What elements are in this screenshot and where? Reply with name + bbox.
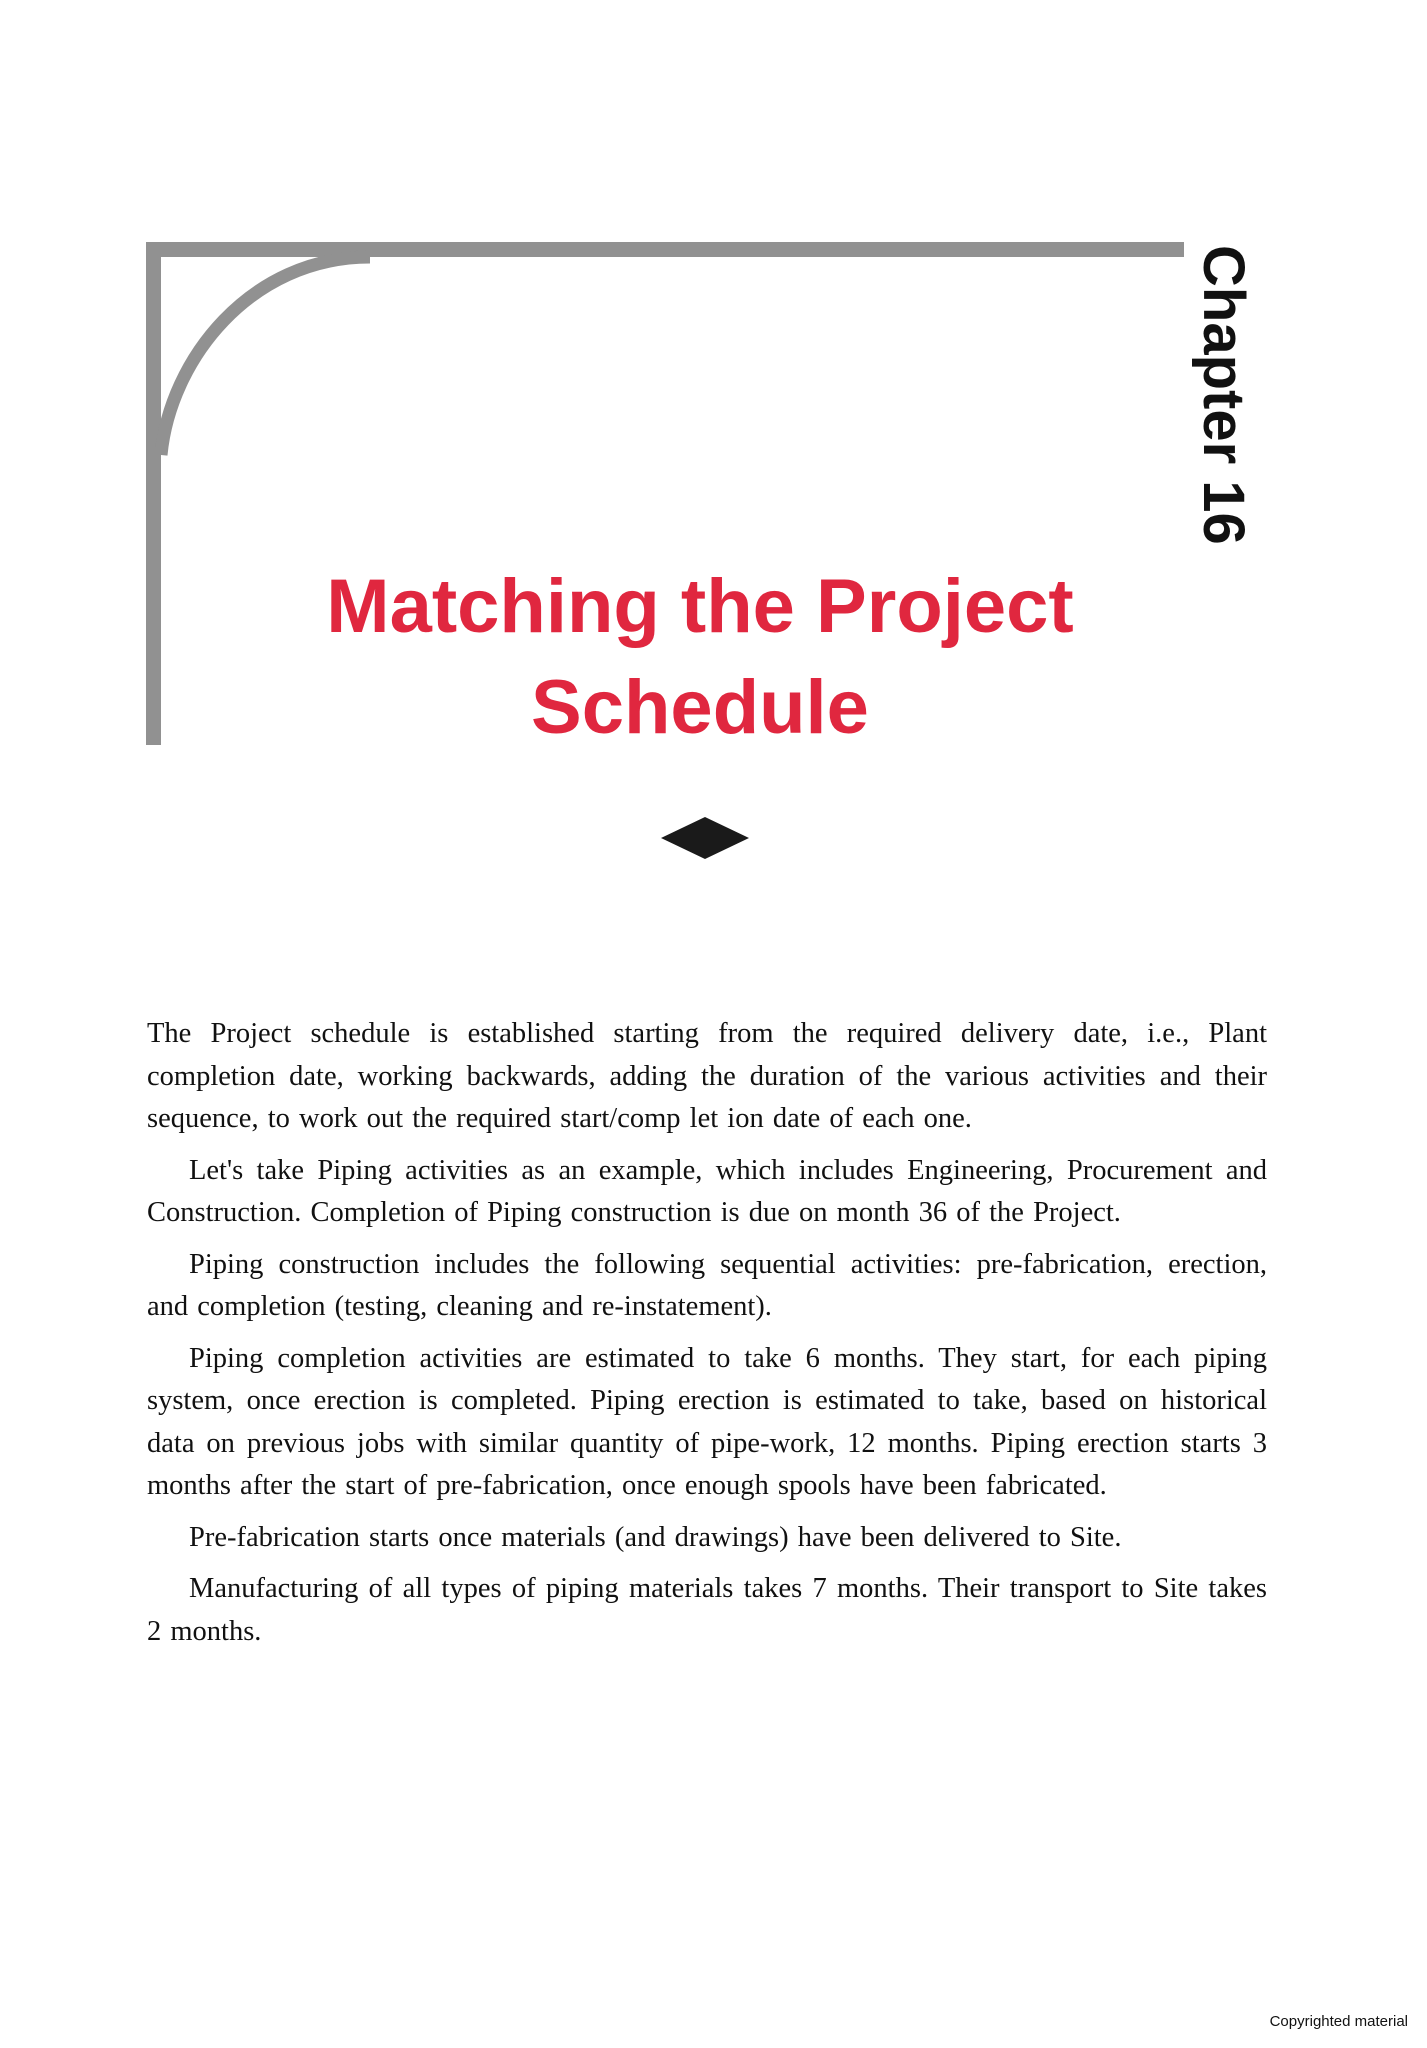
paragraph: Pre-fabrication starts once materials (and drawings) have been delivered to Site. [189, 1521, 1122, 1553]
chapter-title-line-1: Matching the Project [326, 564, 1074, 649]
chapter-body-text [147, 1013, 1267, 1662]
frame-corner-arc [161, 257, 370, 455]
paragraph: Manufacturing of all types of piping materials takes 7 months. Their transport to Site takes 2 months. [147, 1573, 1267, 1647]
frame-top-bar [146, 242, 1184, 257]
chapter-label: Chapter 16 [1191, 245, 1256, 545]
copyright-notice: Copyrighted material [1269, 2013, 1408, 2030]
diamond-ornament-icon [661, 817, 749, 859]
paragraph: Piping construction includes the following sequential activities: pre-fabrication, erection, and completion (testing, cleaning and re-instatement). [147, 1248, 1267, 1322]
paragraph: Let's take Piping activities as an example, which includes Engineering, Procurement and Construction. Completion of Piping construction is due on month 36 of the Project. [147, 1154, 1267, 1228]
paragraph: Piping completion activities are estimated to take 6 months. They start, for each piping system, once erection is completed. Piping erection is estimated to take, based on historical data on previous jobs with similar quantity of pipe-work, 12 months. Piping erection starts 3 months after the start of pre-fabrication, once enough spools have been fabricated. [147, 1342, 1267, 1501]
paragraph: The Project schedule is established starting from the required delivery date, i.e., Plant completion date, working backwards, adding the duration of the various activities and their sequence, to work out the required start/comp let ion date of each one. [147, 1018, 1267, 1134]
frame-left-bar [146, 242, 161, 745]
chapter-title-line-2: Schedule [531, 665, 869, 750]
